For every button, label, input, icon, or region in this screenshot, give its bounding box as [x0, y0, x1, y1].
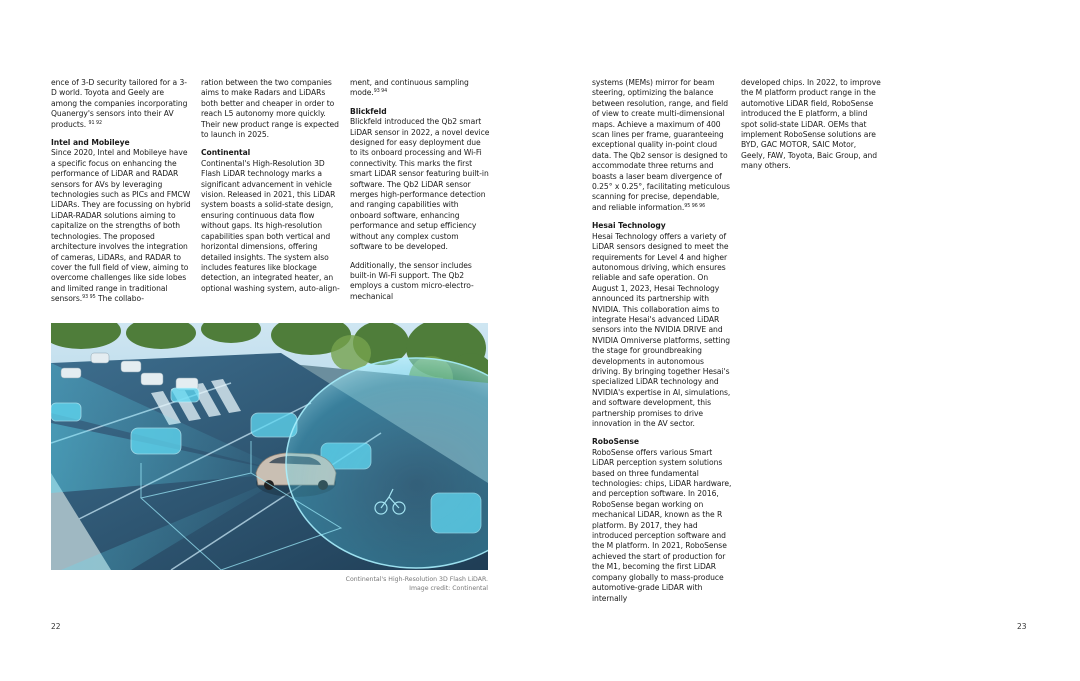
column-5	[741, 78, 881, 172]
column-2	[201, 78, 341, 294]
image-credit: Image credit: Continental	[409, 585, 488, 592]
section-heading-intel-mobileye: Intel and Mobileye	[51, 138, 130, 148]
paragraph	[51, 148, 191, 304]
column-3	[350, 78, 490, 302]
column-1	[51, 78, 191, 305]
citation-ref: 93 94	[373, 89, 388, 95]
paragraph: Blickfeld introduced the Qb2 smart LiDAR sensor in 2022, a novel device designed for easy deployment due to its onboard processing and Wi-Fi connectivity. This marks the first smart LiDAR sensor featuring built-in software. The Qb2 LiDAR sensor merges high-performance detection and ranging capabilities with onboard software, enhancing performance and setup efficiency without any complex custom software to be developed.	[350, 117, 490, 252]
caption-line: Continental's High-Resolution 3D Flash LiDAR.	[345, 576, 488, 583]
paragraph: Hesai Technology offers a variety of LiDAR sensors designed to meet the requirements for Level 4 and higher autonomous driving, which ensures reliable and safe operation. On August 1, 2023, Hesai Technology announced its partnership with NVIDIA. This collaboration aims to integrate Hesai's advanced LiDAR sensors into the NVIDIA DRIVE and NVIDIA Omniverse platforms, setting the stage for groundbreaking developments in autonomous driving. By bringing together Hesai's specialized LiDAR technology and NVIDIA's expertise in AI, simulations, and software development, this partnership promises to drive innovation in the AV sector.	[592, 231, 731, 428]
paragraph: developed chips. In 2022, to improve the M platform product range in the automotive LiDAR field, RoboSense introduced the E platform, a blind spot solid-state LiDAR. OEMs that implement RoboSense solutions are BYD, GAC MOTOR, SAIC Motor, Geely, FAW, Toyota, Baic Group, and many others.	[741, 78, 881, 171]
paragraph: Continental's High-Resolution 3D Flash LiDAR technology marks a significant advancement in vehicle vision. Released in 2021, this LiDAR system boasts a solid-state design, ensuring continuous data flow without gaps. Its high-resolution capabilities span both vertical and horizontal dimensions, offering detailed insights. The system also includes features like blockage detection, an integrated heater, an optional washing system, auto-align-	[201, 158, 340, 293]
page-number-left: 22	[51, 622, 61, 631]
paragraph	[592, 78, 732, 213]
paragraph-text: The collabo-	[95, 294, 144, 304]
paragraph-text: Since 2020, Intel and Mobileye have a specific focus on enhancing the performance of LiDAR and RADAR sensors for AVs by leveraging technologies such as PICs and FMCW LiDARs. They are focussing on hybrid LiDAR-RADAR solutions aiming to capitalize on the strengths of both technologies. The proposed architecture involves the integration of cameras, LiDARs, and RADAR to cover the full field of view, aiming to overcome challenges like side lobes and limited range in traditional sensors.	[51, 148, 191, 304]
paragraph-text: systems (MEMs) mirror for beam steering, optimizing the balance between resolution, range, and field of view to create multi-dimensional maps. Achieve a maximum of 400 scan lines per frame, guaranteeing exceptional quality in-point cloud data. The Qb2 sensor is designed to accommodate three returns and boasts a laser beam divergence of 0.25° x 0.25°, facilitating meticulous scanning for precise, dependable, and reliable information.	[592, 78, 730, 212]
section-heading-hesai: Hesai Technology	[592, 221, 666, 231]
paragraph	[350, 78, 490, 99]
lidar-street-illustration	[51, 323, 488, 570]
figure-caption	[300, 575, 488, 593]
citation-ref: 91 92	[88, 120, 102, 126]
paragraph: Additionally, the sensor includes built-in Wi-Fi support. The Qb2 employs a custom micro-electro-mechanical	[350, 260, 474, 301]
citation-ref: 95 96 96	[684, 203, 706, 209]
paragraph-text: ence of 3-D security tailored for a 3-D world. Toyota and Geely are among the companies incorporating Quanergy's sensors into their AV products.	[51, 78, 188, 129]
column-4	[592, 78, 732, 604]
citation-ref: 93 95	[82, 295, 96, 301]
section-heading-robosense: RoboSense	[592, 437, 639, 447]
paragraph-text: ment, and continuous sampling mode.	[350, 78, 469, 98]
page-number-right: 23	[1017, 622, 1027, 631]
section-heading-blickfeld: Blickfeld	[350, 106, 387, 116]
paragraph: RoboSense offers various Smart LiDAR perception system solutions based on three fundamental technologies: chips, LiDAR hardware, and perception software. In 2016, RoboSense began working on mechanical LiDAR, known as the R platform. By 2017, they had introduced perception software and the M platform. In 2021, RoboSense achieved the start of production for the M1, becoming the first LiDAR company globally to mass-produce automotive-grade LiDAR with internally	[592, 447, 732, 603]
section-heading-continental: Continental	[201, 148, 251, 158]
paragraph: ration between the two companies aims to make Radars and LiDARs both better and cheaper in order to reach L5 autonomy more quickly. Their new product range is expected to launch in 2025.	[201, 78, 339, 140]
paragraph	[51, 78, 191, 130]
